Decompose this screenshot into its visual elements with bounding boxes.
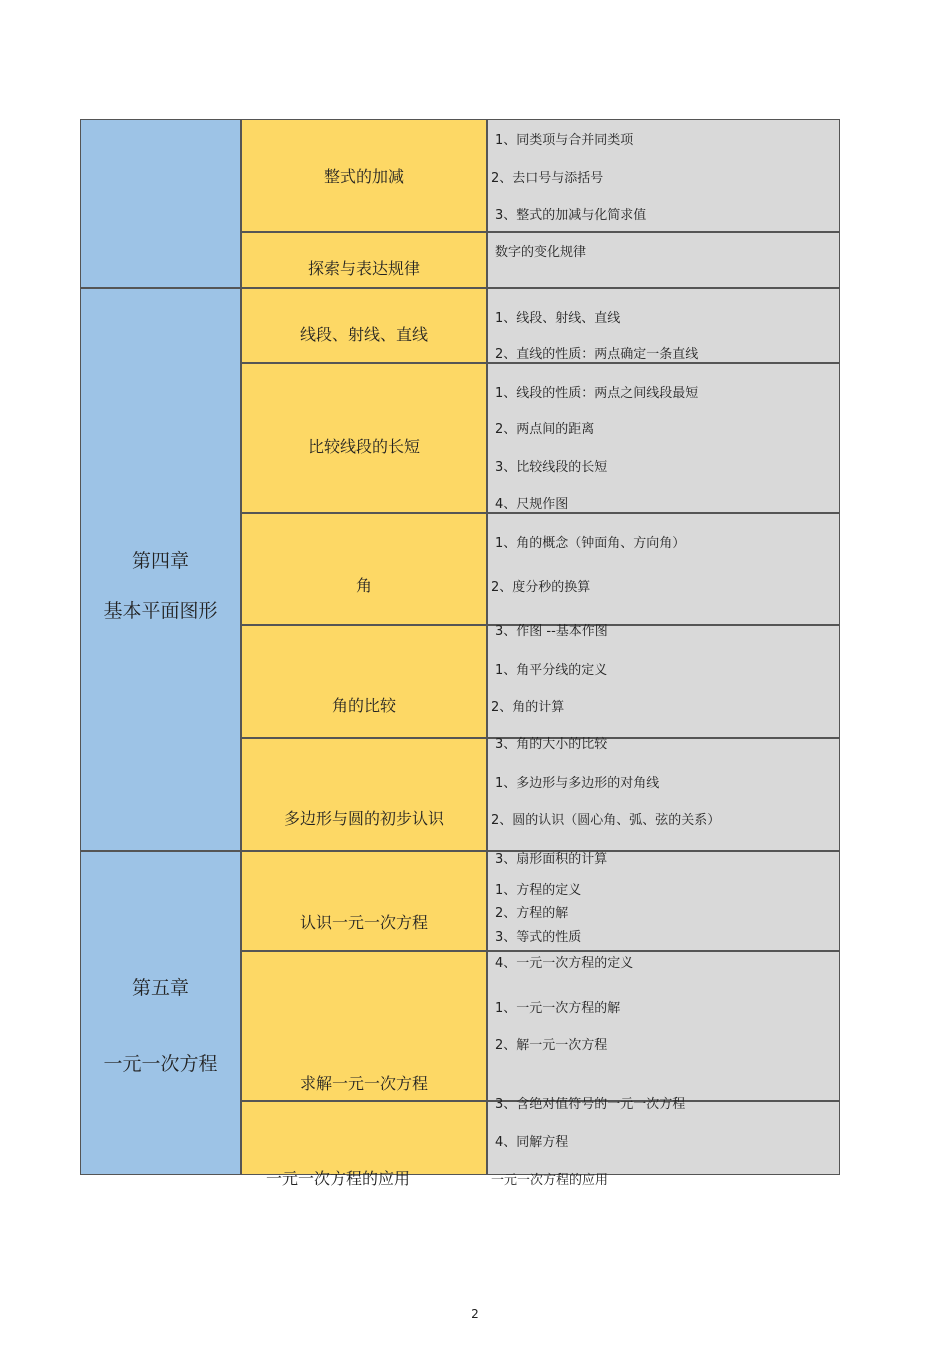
detail-item: 3、比较线段的长短 [495, 460, 608, 475]
detail-item: 4、尺规作图 [495, 497, 569, 512]
detail-item: 2、直线的性质：两点确定一条直线 [495, 347, 699, 362]
topic-cell [241, 738, 487, 851]
chapter-cell-5 [80, 851, 241, 1175]
topic-name: 角 [355, 576, 372, 595]
detail-item: 4、同解方程 [495, 1135, 569, 1150]
chapter-title: 第四章 [131, 550, 189, 572]
detail-item: 1、多边形与多边形的对角线 [495, 776, 660, 791]
detail-item: 3、作图 --基本作图 [495, 624, 608, 639]
detail-cell [487, 513, 840, 625]
detail-item: 一元一次方程的应用 [491, 1173, 609, 1188]
detail-item: 1、同类项与合并同类项 [495, 133, 634, 148]
chapter-subtitle: 基本平面图形 [103, 600, 218, 622]
chapter-cell-1 [80, 119, 241, 288]
detail-item: 3、含绝对值符号的一元一次方程 [495, 1097, 686, 1112]
topic-cell [241, 851, 487, 951]
topic-name: 求解一元一次方程 [299, 1074, 428, 1093]
topic-cell [241, 1101, 487, 1175]
detail-item: 2、圆的认识（圆心角、弧、弦的关系） [491, 813, 721, 828]
detail-item: 2、方程的解 [495, 906, 569, 921]
topic-name: 线段、射线、直线 [299, 325, 428, 344]
topic-name: 比较线段的长短 [307, 437, 420, 456]
detail-item: 1、角的概念（钟面角、方向角） [495, 536, 686, 551]
topic-cell [241, 625, 487, 738]
detail-cell [487, 625, 840, 738]
detail-cell [487, 738, 840, 851]
topic-cell [241, 513, 487, 625]
detail-item: 2、度分秒的换算 [491, 580, 591, 595]
detail-item: 4、一元一次方程的定义 [495, 956, 634, 971]
detail-item: 3、整式的加减与化简求值 [495, 208, 647, 223]
detail-item: 2、去口号与添括号 [491, 171, 604, 186]
detail-item: 2、两点间的距离 [495, 422, 595, 437]
detail-item: 3、角的大小的比较 [495, 737, 608, 752]
detail-item: 2、角的计算 [491, 700, 565, 715]
detail-item: 1、线段、射线、直线 [495, 311, 621, 326]
topic-name: 多边形与圆的初步认识 [283, 809, 444, 828]
detail-item: 3、等式的性质 [495, 930, 582, 945]
detail-item: 数字的变化规律 [495, 245, 587, 260]
chapter-title: 第五章 [131, 977, 189, 999]
topic-name: 角的比较 [331, 696, 396, 715]
topic-name: 探索与表达规律 [307, 259, 420, 278]
detail-item: 2、解一元一次方程 [495, 1038, 608, 1053]
topic-name: 一元一次方程的应用 [265, 1169, 410, 1188]
chapter-subtitle: 一元一次方程 [103, 1053, 218, 1075]
topic-name: 整式的加减 [323, 167, 404, 186]
detail-item: 1、角平分线的定义 [495, 663, 608, 678]
detail-cell [487, 951, 840, 1101]
detail-item: 1、一元一次方程的解 [495, 1001, 621, 1016]
detail-item: 1、线段的性质：两点之间线段最短 [495, 386, 699, 401]
detail-item: 1、方程的定义 [495, 883, 582, 898]
detail-item: 3、扇形面积的计算 [495, 852, 608, 867]
page-number: 2 [471, 1307, 479, 1321]
topic-name: 认识一元一次方程 [299, 913, 428, 932]
